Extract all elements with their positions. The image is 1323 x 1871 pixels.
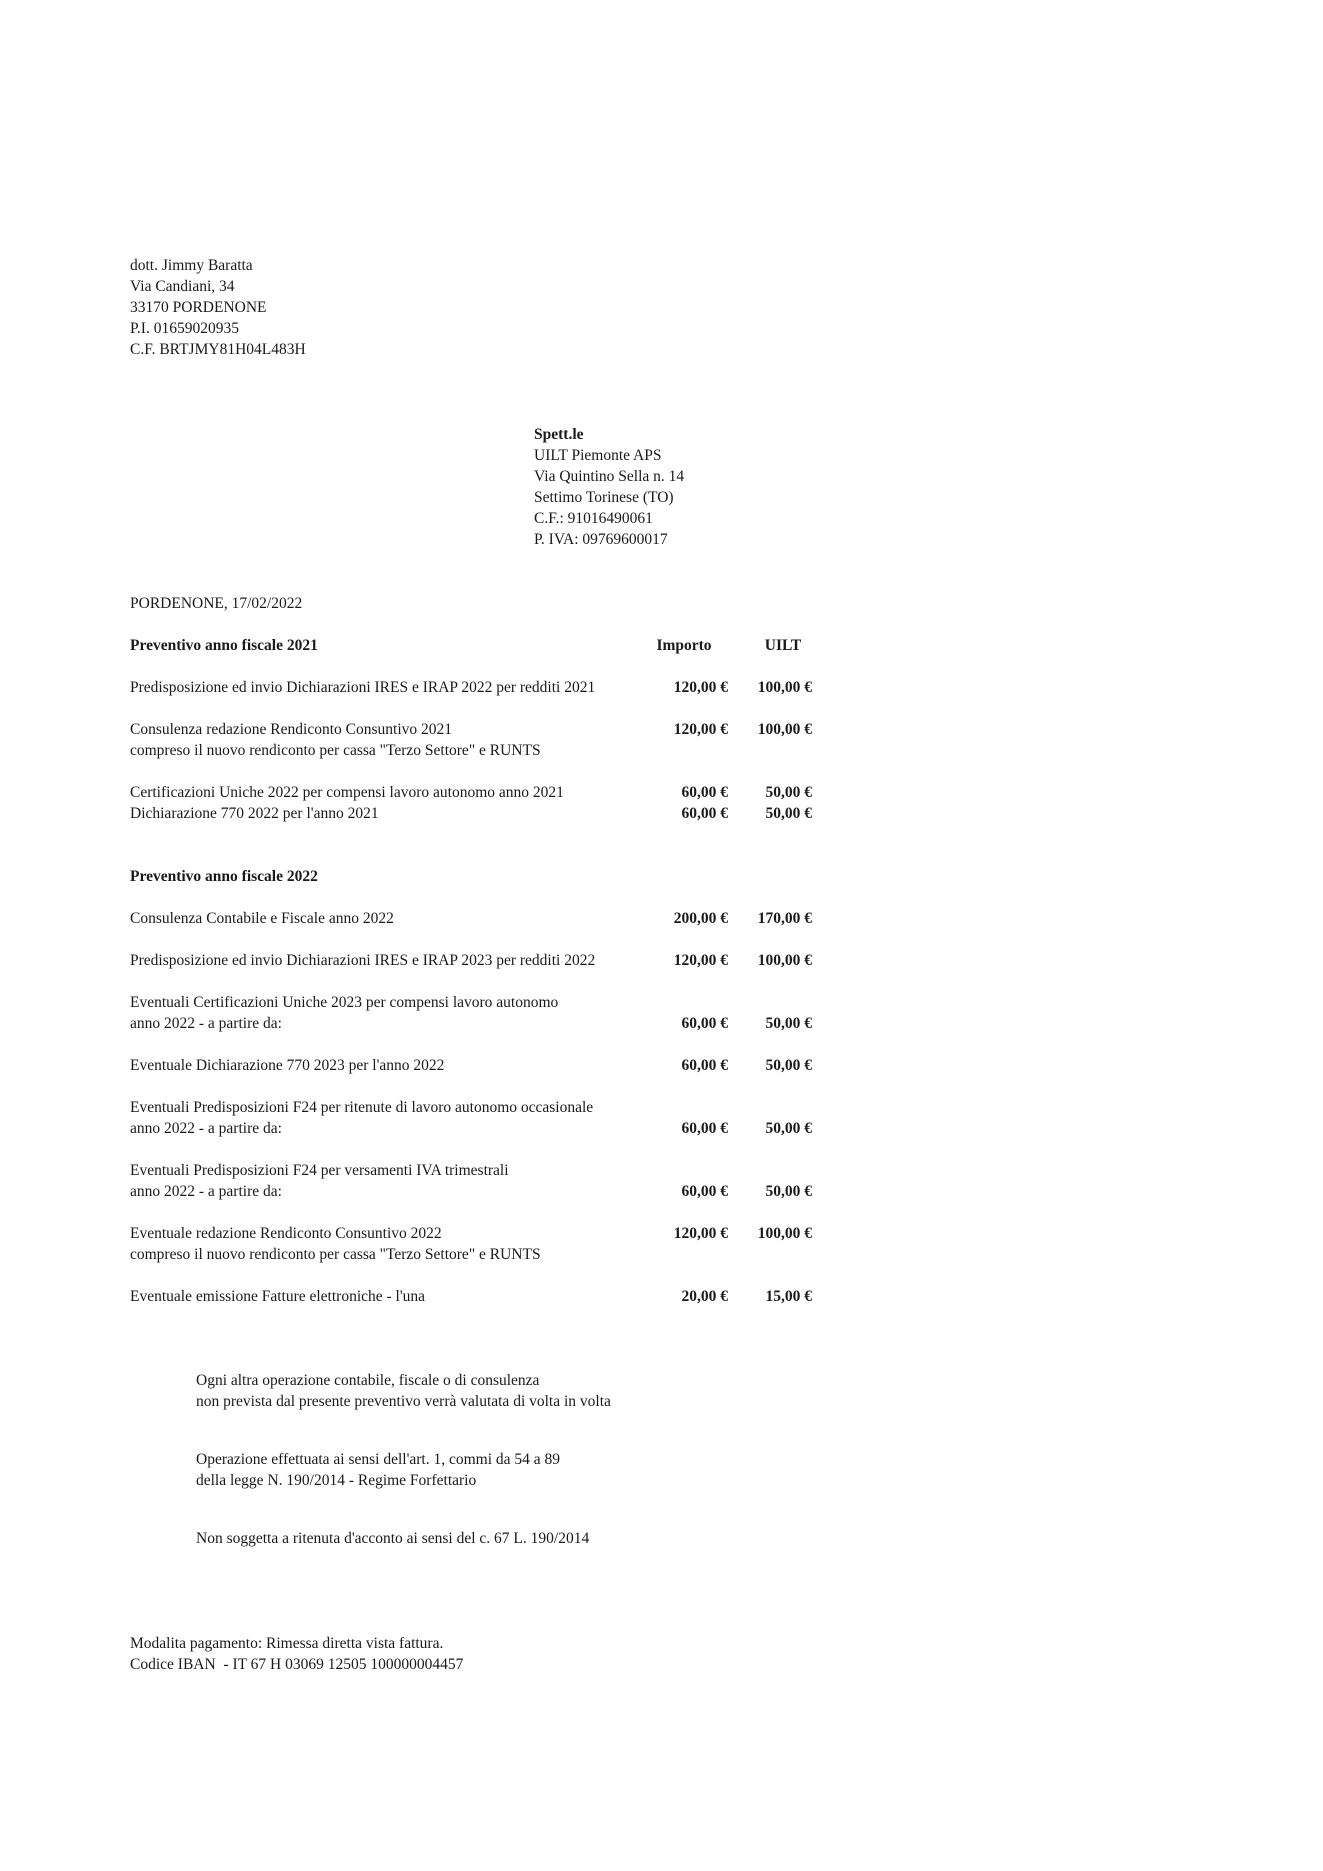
item-uilt: 100,00 € bbox=[757, 679, 812, 696]
payment-method: Modalita pagamento: Rimessa diretta vista fattura. bbox=[130, 1635, 444, 1652]
item-description-line2: compreso il nuovo rendiconto per cassa "Terzo Settore" e RUNTS bbox=[130, 742, 541, 759]
note-regime-forfettario bbox=[196, 1449, 560, 1491]
sender-pi: P.I. 01659020935 bbox=[130, 320, 239, 337]
item-description: Eventuale Dichiarazione 770 2023 per l'anno 2022 bbox=[130, 1057, 445, 1074]
recipient-city: Settimo Torinese (TO) bbox=[534, 489, 674, 506]
column-header-importo: Importo bbox=[656, 637, 712, 654]
sender-address: Via Candiani, 34 bbox=[130, 278, 235, 295]
note-line: Ogni altra operazione contabile, fiscale o di consulenza bbox=[196, 1372, 540, 1389]
recipient-cf: C.F.: 91016490061 bbox=[534, 510, 653, 527]
item-description-line2: anno 2022 - a partire da: bbox=[130, 1183, 282, 1200]
item-uilt: 15,00 € bbox=[765, 1288, 812, 1305]
recipient-salutation: Spett.le bbox=[534, 426, 584, 443]
item-description-line2: anno 2022 - a partire da: bbox=[130, 1120, 282, 1137]
item-importo: 60,00 € bbox=[681, 1015, 728, 1032]
item-description: Eventuali Predisposizioni F24 per ritenute di lavoro autonomo occasionale bbox=[130, 1099, 594, 1116]
item-importo: 120,00 € bbox=[673, 721, 728, 738]
payment-iban: Codice IBAN - IT 67 H 03069 12505 100000004457 bbox=[130, 1656, 464, 1673]
item-importo: 120,00 € bbox=[673, 1225, 728, 1242]
item-uilt: 170,00 € bbox=[757, 910, 812, 927]
payment-block bbox=[130, 1633, 463, 1675]
item-description: Certificazioni Uniche 2022 per compensi lavoro autonomo anno 2021 bbox=[130, 784, 564, 801]
item-importo: 120,00 € bbox=[673, 679, 728, 696]
item-description: Eventuale redazione Rendiconto Consuntivo 2022 bbox=[130, 1225, 442, 1242]
sender-cf: C.F. BRTJMY81H04L483H bbox=[130, 341, 306, 358]
item-description: Dichiarazione 770 2022 per l'anno 2021 bbox=[130, 805, 379, 822]
item-importo: 20,00 € bbox=[681, 1288, 728, 1305]
item-uilt: 50,00 € bbox=[765, 1183, 812, 1200]
item-uilt: 50,00 € bbox=[765, 1120, 812, 1137]
item-description: Consulenza Contabile e Fiscale anno 2022 bbox=[130, 910, 394, 927]
item-description-line2: compreso il nuovo rendiconto per cassa "Terzo Settore" e RUNTS bbox=[130, 1246, 541, 1263]
item-uilt: 50,00 € bbox=[765, 805, 812, 822]
recipient-name: UILT Piemonte APS bbox=[534, 447, 662, 464]
item-description: Predisposizione ed invio Dichiarazioni IRES e IRAP 2023 per redditi 2022 bbox=[130, 952, 596, 969]
item-uilt: 50,00 € bbox=[765, 784, 812, 801]
item-description: Eventuali Certificazioni Uniche 2023 per compensi lavoro autonomo bbox=[130, 994, 559, 1011]
note-line: Operazione effettuata ai sensi dell'art. 1, commi da 54 a 89 bbox=[196, 1451, 561, 1468]
item-importo: 120,00 € bbox=[673, 952, 728, 969]
item-importo: 60,00 € bbox=[681, 784, 728, 801]
item-uilt: 50,00 € bbox=[765, 1015, 812, 1032]
note-ritenuta bbox=[196, 1528, 589, 1549]
item-importo: 60,00 € bbox=[681, 805, 728, 822]
recipient-address: Via Quintino Sella n. 14 bbox=[534, 468, 685, 485]
sender-name: dott. Jimmy Baratta bbox=[130, 257, 253, 274]
item-description-line2: anno 2022 - a partire da: bbox=[130, 1015, 282, 1032]
item-description: Consulenza redazione Rendiconto Consuntivo 2021 bbox=[130, 721, 452, 738]
note-altre-operazioni bbox=[196, 1370, 611, 1412]
place-date: PORDENONE, 17/02/2022 bbox=[130, 595, 303, 612]
item-importo: 60,00 € bbox=[681, 1120, 728, 1137]
note-line: non prevista dal presente preventivo verrà valutata di volta in volta bbox=[196, 1393, 611, 1410]
item-uilt: 100,00 € bbox=[757, 952, 812, 969]
item-description: Eventuale emissione Fatture elettroniche - l'una bbox=[130, 1288, 426, 1305]
item-description: Predisposizione ed invio Dichiarazioni IRES e IRAP 2022 per redditi 2021 bbox=[130, 679, 596, 696]
item-importo: 60,00 € bbox=[681, 1057, 728, 1074]
item-importo: 200,00 € bbox=[673, 910, 728, 927]
section-2022-title: Preventivo anno fiscale 2022 bbox=[130, 868, 318, 885]
note-line: della legge N. 190/2014 - Regime Forfettario bbox=[196, 1472, 477, 1489]
column-header-uilt: UILT bbox=[764, 637, 802, 654]
item-uilt: 100,00 € bbox=[757, 721, 812, 738]
section-2021-title: Preventivo anno fiscale 2021 bbox=[130, 637, 318, 654]
recipient-block bbox=[534, 424, 684, 550]
item-uilt: 50,00 € bbox=[765, 1057, 812, 1074]
item-description: Eventuali Predisposizioni F24 per versamenti IVA trimestrali bbox=[130, 1162, 509, 1179]
item-importo: 60,00 € bbox=[681, 1183, 728, 1200]
note-line: Non soggetta a ritenuta d'acconto ai sensi del c. 67 L. 190/2014 bbox=[196, 1530, 590, 1547]
item-uilt: 100,00 € bbox=[757, 1225, 812, 1242]
recipient-piva: P. IVA: 09769600017 bbox=[534, 531, 668, 548]
sender-city: 33170 PORDENONE bbox=[130, 299, 267, 316]
sender-block bbox=[130, 255, 306, 360]
